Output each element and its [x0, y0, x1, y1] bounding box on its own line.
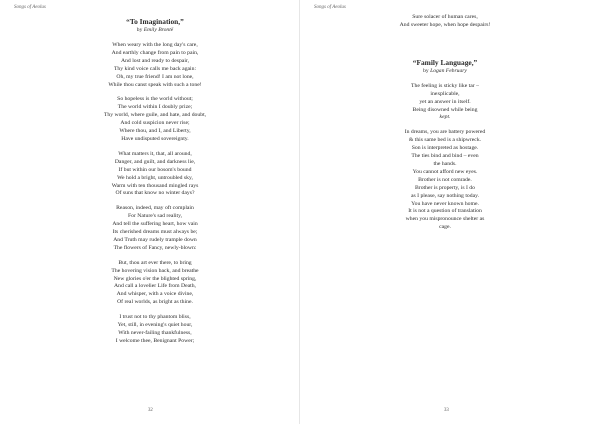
poem-line: Warm with ten thousand mingled rays	[111, 182, 199, 189]
poem-line: Brother is property, is I do	[415, 184, 475, 191]
poem-line: You cannot afford new eyes.	[412, 168, 478, 175]
poem-line: the hands.	[433, 160, 457, 167]
poem-line: With never-failing thankfulness,	[118, 330, 192, 336]
stanza	[38, 260, 272, 307]
poem-line: Son is interpreted as hostage.	[411, 145, 479, 152]
poem-line: And Truth may rudely trample down	[113, 236, 197, 243]
poem-line: when you mispronounce shelter as	[405, 216, 485, 223]
poem-line: And cold suspicion never rise;	[120, 120, 190, 127]
running-head-left: Songs of Aeolus	[14, 5, 46, 10]
author-logan-february: Logan February	[430, 67, 467, 74]
poem-line: kept.	[439, 114, 451, 121]
poem-line: But, thou art ever there, to bring	[118, 259, 192, 266]
author-emily-bronte: Emily Brontë	[143, 27, 174, 33]
stanza	[38, 205, 272, 252]
poem-line: And call a lovelier Life from Death,	[114, 283, 196, 290]
poem-line: And tell the suffering heart, how vain	[112, 221, 198, 228]
poem-line: Its cherished dreams must always be;	[112, 229, 198, 236]
poem-line: Yet, still, in evening's quiet hour,	[117, 322, 193, 329]
poem-line: as I please, say nothing today.	[410, 192, 480, 199]
folio-right: 33	[444, 408, 449, 413]
poem-line: cage.	[439, 224, 451, 231]
right-stanzas	[330, 83, 560, 232]
poem-line: Of real worlds, as bright as thine.	[117, 299, 193, 306]
poem-line: Have undisputed sovereignty.	[121, 135, 189, 142]
poem-line: Thy kind voice calls me back again:	[113, 65, 197, 72]
poem-line: The feeling is sticky like tar –	[411, 82, 479, 89]
poem-line: So hopeless is the world without;	[117, 96, 193, 103]
poem-line: While thou canst speak with such a tone!	[108, 81, 202, 88]
poem-line: The hovering vision back, and breathe	[111, 267, 199, 274]
by-word: by	[423, 67, 429, 74]
poem-line: Danger, and guilt, and darkness lie,	[114, 158, 196, 165]
poem-line: yet an answer in itself.	[419, 98, 471, 105]
poem-line: Oh, my true friend! I am not lone,	[116, 73, 194, 80]
right-content	[300, 14, 600, 239]
left-stanzas	[38, 42, 272, 346]
poem-line: We hold a bright, untroubled sky,	[117, 174, 193, 181]
poem-line: inexplicable,	[430, 90, 460, 97]
right-page	[300, 0, 600, 424]
poem-line: Reason, indeed, may oft complain	[116, 205, 194, 212]
poem-line: What matters it, that, all around,	[118, 150, 192, 157]
poem-line: Of suns that know no winter days?	[115, 190, 195, 197]
poem-line: And lost and ready to despair,	[120, 57, 189, 64]
poem-line: The ties bind and bind – even	[411, 153, 479, 160]
poem-line: And whisper, with a voice divine,	[116, 291, 194, 298]
stanza	[330, 83, 560, 123]
continued-stanza	[330, 14, 560, 30]
stanza	[38, 151, 272, 198]
poem-line: Being disowned while being	[412, 106, 478, 113]
byline-left	[38, 26, 272, 34]
poem-line: You have never known home.	[411, 200, 479, 207]
poem-line: & this same bed is a shipwreck.	[408, 137, 482, 144]
poem-line: New glories o'er the blighted spring,	[113, 275, 197, 282]
poem-line: For Nature's sad reality,	[127, 213, 183, 220]
poem-title-family-language: “Family Language,”	[412, 57, 478, 67]
poem-title-to-imagination: “To Imagination,”	[126, 17, 184, 26]
left-poem	[0, 17, 300, 353]
byline-right	[330, 67, 560, 75]
poem-line: Where thou, and I, and Liberty,	[119, 128, 191, 135]
folio-left: 32	[148, 408, 153, 413]
poem-line: The world within I doubly prize;	[117, 104, 193, 111]
poem-line: If but within our bosom's bound	[118, 166, 192, 173]
poem-line: Thy world, where guile, and hate, and doubt,	[103, 112, 207, 119]
poem-line: And earthly change from pain to pain,	[111, 49, 199, 56]
stanza	[38, 314, 272, 346]
stanza	[330, 129, 560, 232]
stanza	[38, 96, 272, 143]
running-head-right: Songs of Aeolus	[314, 5, 346, 10]
continued-line: And sweeter hope, when hope despairs!	[399, 21, 491, 28]
poem-line: In dreams, you are battery powered	[404, 129, 486, 136]
poem-line: Brother is not comrade.	[418, 176, 472, 183]
poem-line: I welcome thee, Benignant Power;	[115, 337, 195, 344]
poem-line: When weary with the long day's care,	[112, 42, 198, 48]
poem-line: It is not a question of translation	[408, 208, 482, 215]
poem-line: The flowers of Fancy, newly-blown:	[113, 244, 197, 251]
stanza	[38, 42, 272, 89]
poem-line: I trust not to thy phantom bliss,	[119, 314, 191, 321]
continued-line: Sure solacer of human cares,	[412, 14, 478, 20]
by-word: by	[136, 27, 143, 33]
